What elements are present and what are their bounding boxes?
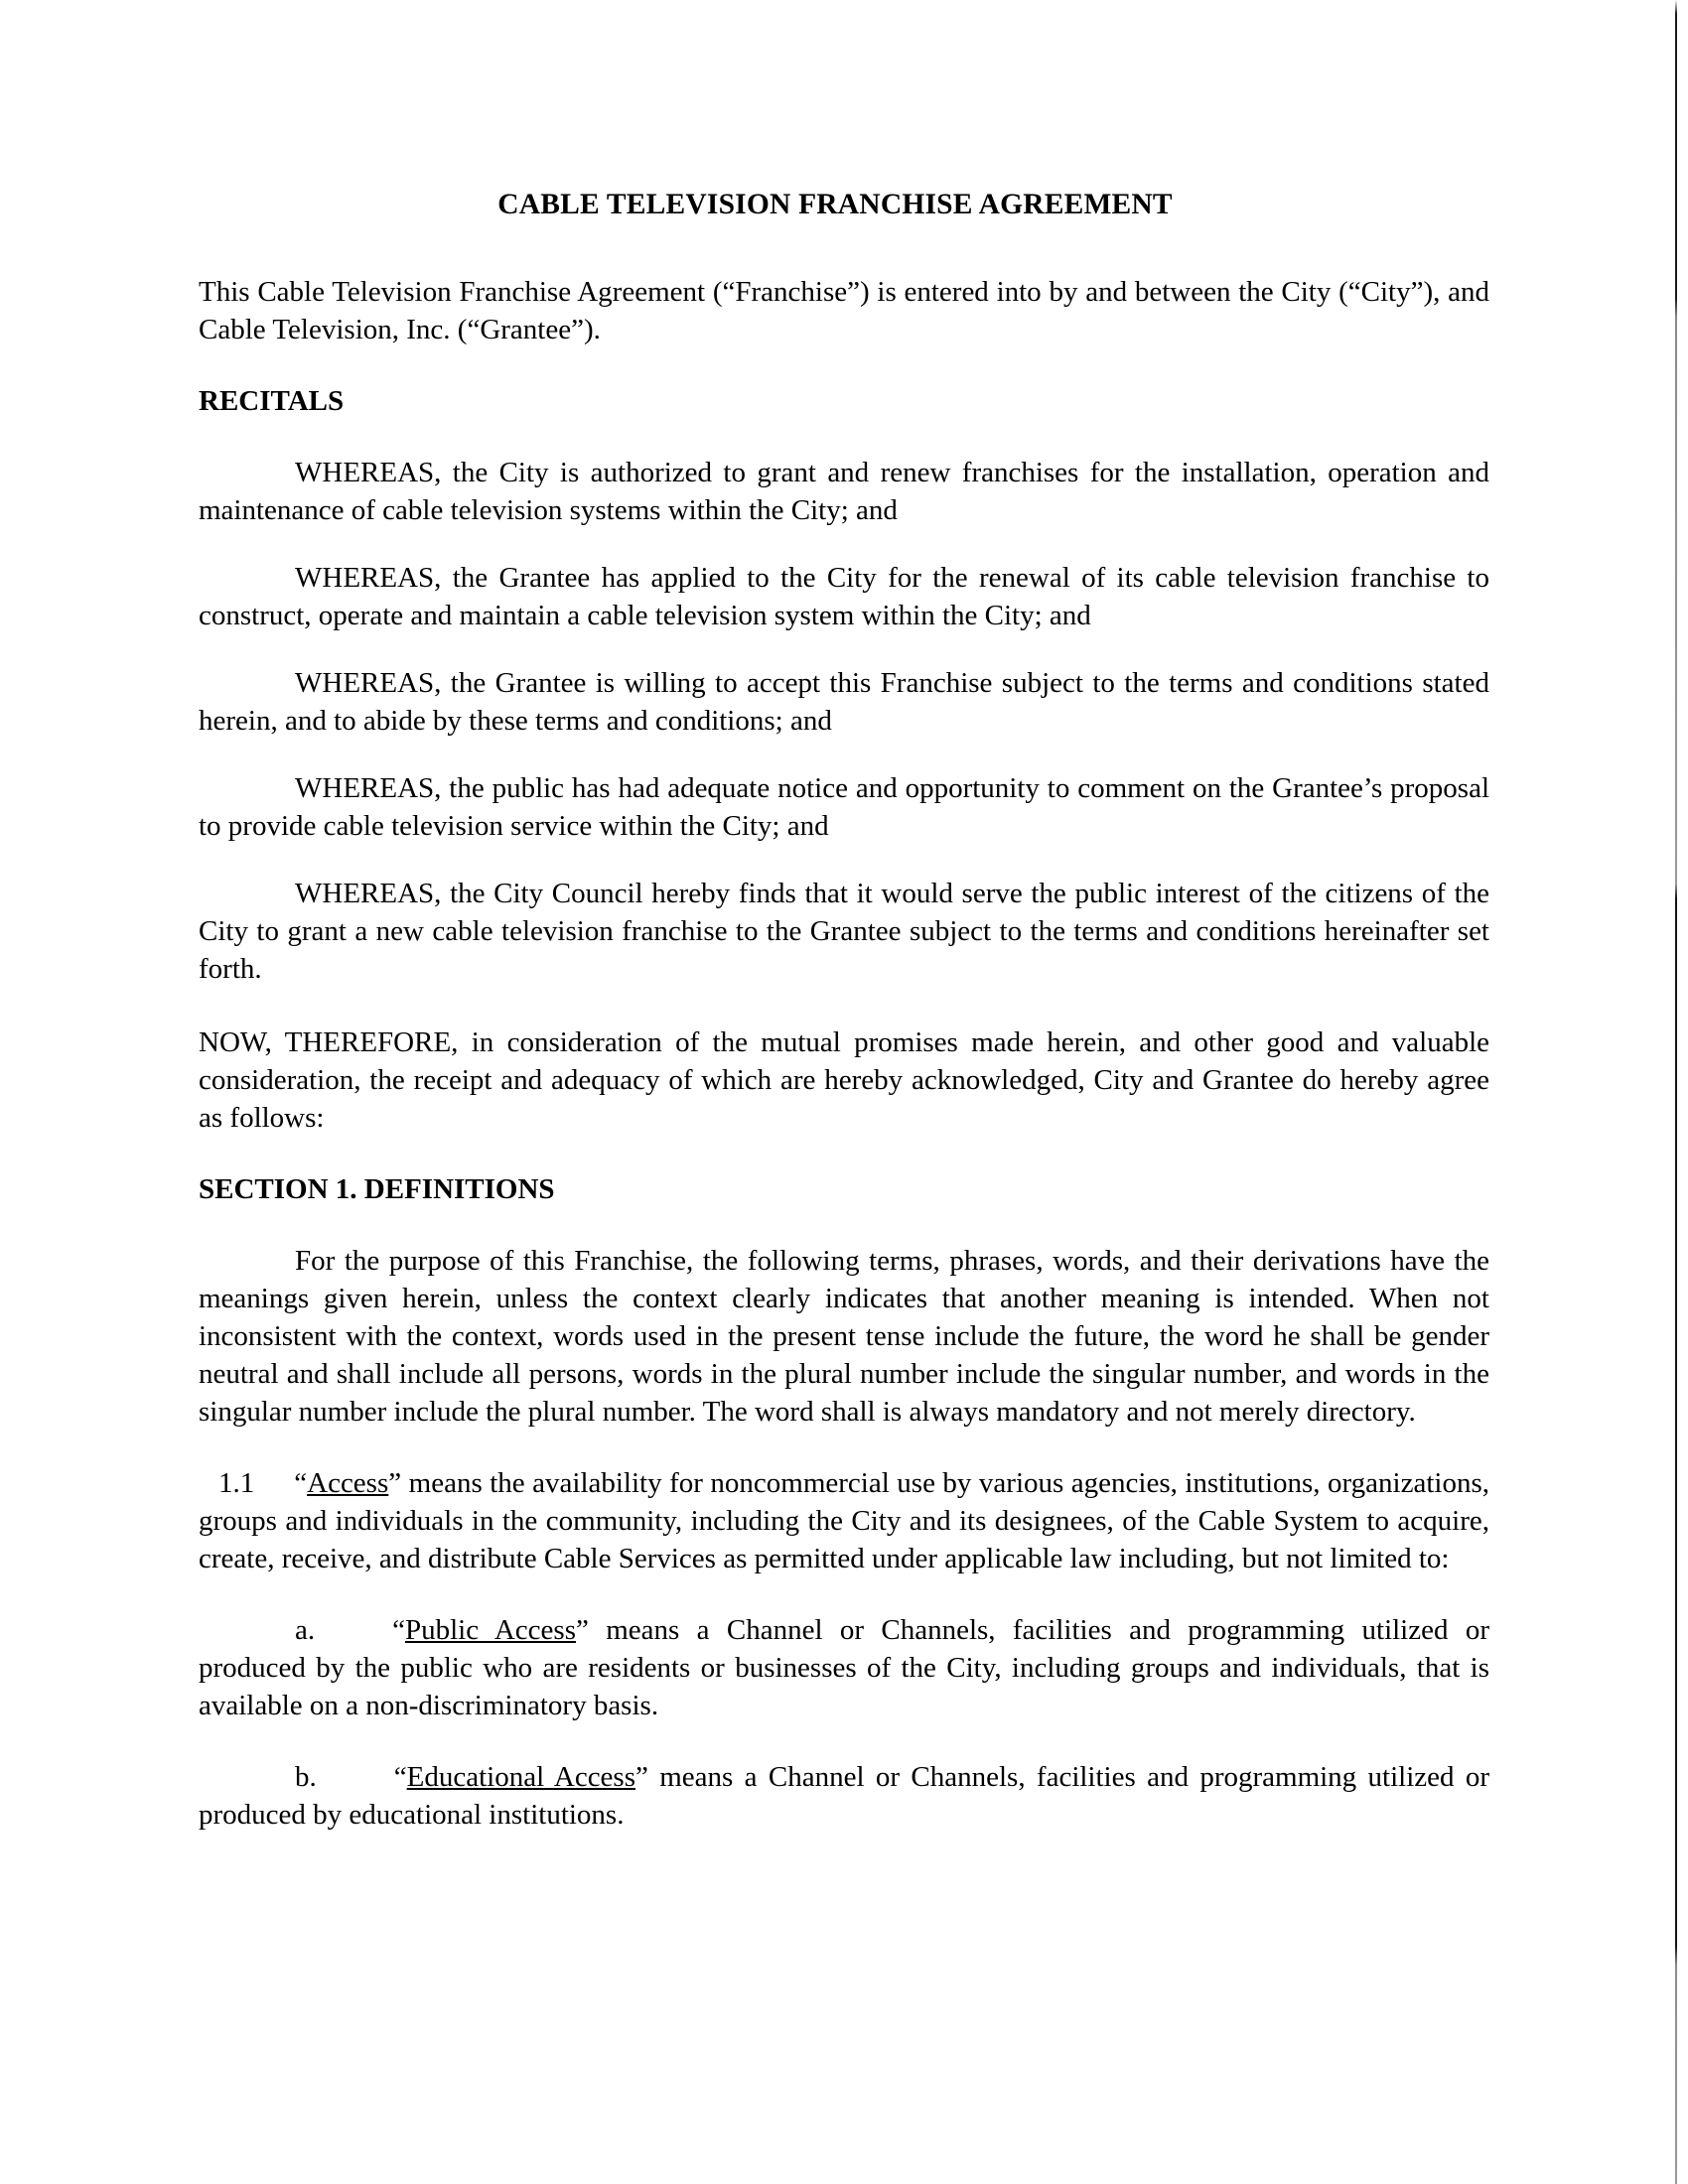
definition-item-1-1 [199,1464,1489,1577]
scan-artifact-line [1675,0,1677,2184]
close-quote: ” [576,1614,589,1646]
open-quote: “ [392,1614,405,1646]
spacer [199,348,1489,382]
subitem-text: means a Channel or Channels, facilities and programming utilized or produced by educational institutions. [199,1761,1490,1831]
spacer [199,221,1489,273]
spacer [199,1577,1489,1611]
spacer [199,1208,1489,1242]
spacer [199,1431,1489,1464]
document-body [199,0,1489,1834]
defined-term-wrapper [392,1614,589,1646]
recitals-heading: RECITALS [199,385,345,417]
defined-term: Educational Access [406,1761,636,1793]
definition-subitem-b [199,1758,1489,1834]
recital-paragraph: WHEREAS, the City is authorized to grant and renew franchises for the installation, operation and maintenance of cable television systems within the City; and [199,457,1489,526]
spacer [199,634,1489,664]
section-1-heading: SECTION 1. DEFINITIONS [199,1173,555,1205]
spacer [199,420,1489,454]
subitem-label: a. [295,1614,316,1646]
spacer [199,740,1489,769]
recital-paragraph: WHEREAS, the City Council hereby finds that it would serve the public interest of the citizens of the City to grant a new cable television franchise to the Grantee subject to the terms and conditions hereinafter set forth. [199,878,1489,985]
defined-term: Public Access [405,1614,576,1646]
defined-term: Access [307,1467,389,1499]
definition-number: 1.1 [218,1467,255,1499]
defined-term-wrapper [294,1467,401,1499]
open-quote: “ [393,1761,407,1793]
recital-paragraph: WHEREAS, the public has had adequate notice and opportunity to comment on the Grantee’s proposal to provide cable television service within the City; and [199,772,1489,842]
subitem-label: b. [295,1761,317,1793]
spacer [199,1724,1489,1758]
open-quote: “ [294,1467,308,1499]
spacer [199,845,1489,875]
spacer [199,529,1489,559]
definition-text: means the availability for noncommercial use by various agencies, institutions, organizations, groups and individuals in the community, including the City and its designees, of the Cable System to acquire, create, receive, and distribute Cable Services as permitted under applicable law including, but not limited to: [199,1467,1489,1574]
close-quote: ” [635,1761,648,1793]
spacer [199,988,1489,1024]
subitem-text: means a Channel or Channels, facilities and programming utilized or produced by the public who are residents or businesses of the City, including groups and individuals, that is available on a non-discriminatory basis. [199,1614,1489,1721]
defined-term-wrapper [394,1761,648,1793]
intro-paragraph: This Cable Television Franchise Agreement (“Franchise”) is entered into by and between the City (“City”), and Cable Television, Inc. (“Grantee”). [199,276,1489,345]
definition-subitem-a [199,1611,1489,1724]
now-therefore-paragraph: NOW, THEREFORE, in consideration of the mutual promises made herein, and other good and valuable consideration, the receipt and adequacy of which are hereby acknowledged, City and Grantee do hereby agree as follows: [199,1026,1489,1134]
close-quote: ” [388,1467,402,1499]
section-1-preamble: For the purpose of this Franchise, the following terms, phrases, words, and their derivations have the meanings given herein, unless the context clearly indicates that another meaning is intended. When not inconsistent with the context, words used in the present tense include the future, the word he shall be gender neutral and shall include all persons, words in the plural number include the singular number, and words in the singular number include the plural number. The word shall is always mandatory and not merely directory. [199,1245,1489,1428]
spacer [199,1137,1489,1170]
recital-paragraph: WHEREAS, the Grantee is willing to accept this Franchise subject to the terms and conditions stated herein, and to abide by these terms and conditions; and [199,667,1489,737]
recital-paragraph: WHEREAS, the Grantee has applied to the City for the renewal of its cable television franchise to construct, operate and maintain a cable television system within the City; and [199,562,1489,631]
page-title: CABLE TELEVISION FRANCHISE AGREEMENT [497,189,1173,220]
